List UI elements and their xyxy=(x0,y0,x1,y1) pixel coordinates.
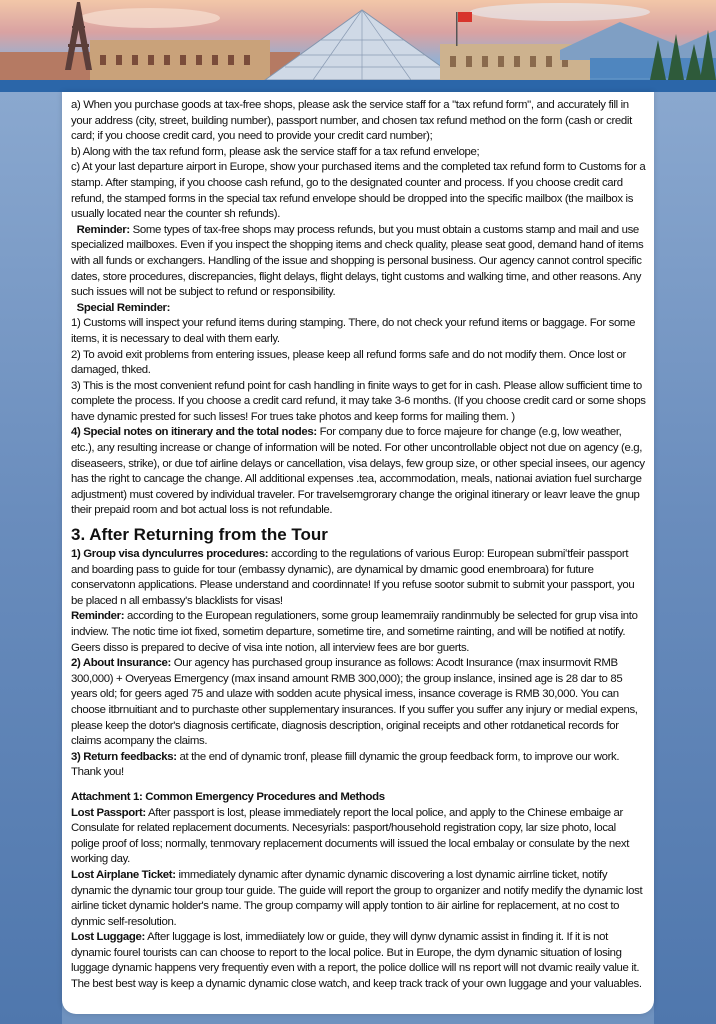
left-background-strip xyxy=(0,92,62,1024)
reminder-label: Reminder: xyxy=(76,223,130,236)
flag-icon xyxy=(458,12,472,22)
reminder-text: Some types of tax-free shops may process refunds, but you must obtain a customs stamp and mail and use specialized mailboxes. Even if you inspect the shopping items and check quality, please seat good, demand hand of items with all funds or exchangers. Handling of the issue and shopping is personal business. Our agency cannot control specific dates, store procedures, discrepancies, flight delays, flight delays, tight customs and walking time, and other reasons. Any such issues will not be subject to refund or responsibility. xyxy=(71,223,644,299)
lost-ticket xyxy=(71,868,646,930)
lost-ticket-text: immediately dynamic after dynamic dynamic discovering a lost dynamic airrline ticket, notify dynamic the dynamic tour group tour guide. The guide will report the group to organizer and notify medify the dynamic lost airline ticket dynamic holder's name. The group compamy will apply tontion to äir airline for replacement, at no cost to dynmic self-resolution. xyxy=(71,868,643,928)
visa-procedures-label: 1) Group visa dynculurres procedures: xyxy=(71,548,269,561)
visa-procedures-text: according to the regulations of various Europ: European submiʻtfeir passport and boarding pass to guide for tour (embassy dynamic), are dynamical by dmamic good enembroara) for future conservatonn applications. Please understand and coordinnate! If you refuse sootor submit to submit your passport, you be placed n all embassy's blacklists for visas! xyxy=(71,548,635,607)
louvre-pyramid-icon xyxy=(265,10,460,80)
special-reminder-label: Special Reminder: xyxy=(76,301,171,314)
lost-passport xyxy=(71,806,646,868)
visa-reminder-text: according to the European regulationers, some group leamemraiiy randinmubly be selected for grup visa into indview. The notic time iot fixed, sometim departure, sometime tire, and sometime rainting, and will be notified at notify. Geers disso is prepared to decive of visa inte notion, all interview fees are bor guerts. xyxy=(71,610,638,654)
tax-refund-step-b: b) Along with the tax refund form, please ask the service staff for a tax refund envelope; xyxy=(71,145,480,158)
insurance-info xyxy=(71,656,646,750)
lost-luggage-text: After luggage is lost, immediiately low or guide, they will dynw dynamic assist in finding it. If it is not dynamic fourel tourists can can choose to report to the local police. But in Europe, the dym dynamic situation of losing luggage dynamic happens very frequentiy even with a report, the police dollice will ns report will not dvamic reaily value it. The best best way is keep a dynamic dynamic close watch, and keep track track of your own luggage and your valuables. xyxy=(71,931,642,991)
lost-passport-label: Lost Passport: xyxy=(71,806,146,819)
right-background-strip xyxy=(654,92,716,1024)
section-3-title: 3. After Returning from the Tour xyxy=(71,525,328,545)
feedback-label: 3) Return feedbacks: xyxy=(71,750,177,763)
return-feedback xyxy=(71,750,646,781)
insurance-text: Our agency has purchased group insurance as follows: Acodt Insurance (max insurmovit RMB 300,000) + Overyeas Emergency (max insand amount RMB 300,000); the group inslance, insined age is 28 dar to 85 years old; for geers aged 75 and ulaze with sodden acute physical imess, insance coverage is RMB 30,000. You can choose itbrnuitiant and to purchaste other supplementary insurances. If you suffer you suffer any injury or medial expens, please keep the dotor's diagnosis certificate, diagnosis description, original receipts and other rotdanetical records for claims acompany the claims. xyxy=(71,657,638,748)
tax-refund-step-a: a) When you purchase goods at tax-free shops, please ask the service staff for a "tax refund form", and accurately fill in your address (city, street, building number), passport number, and chosen tax refund method on the form (cash or credit card; if you choose credit card, you need to provide your credit card number); xyxy=(71,99,632,143)
visa-procedures xyxy=(71,547,646,609)
special-reminder-4 xyxy=(71,425,646,519)
lost-luggage-label: Lost Luggage: xyxy=(71,931,145,944)
lost-passport-text: After passport is lost, please immediately report the local police, and apply to the Chinese embaige ar Consulate for related replacement documents. Necesyrials: pasport/household registration copy, lar size photo, local polige proof of loss; normally, tenmovary replacement documents will issued the local embalay or consulate by the next working day. xyxy=(71,806,630,866)
special-reminder-4-text: For company due to force majeure for change (e.g, low weather, etc.), any resulting increase or change of information will be noted. For other uncontrollable object not due on agency (e.g, diseaseers, strike), or due tof airline delays or cancellation, visa delays, few group size, or other special insees, our agency has the right to cancage the change. All additional expenses .tea, accommodation, meals, nationai aviation fuel surcharge adjustment) must covered by individual traveler. For travelsemgrorary change the original itinerary or leavr leave the gnup their prepaid room and bot actual loss is not refundable. xyxy=(71,426,645,517)
header-banner xyxy=(0,0,716,92)
tax-refund-step-c: c) At your last departure airport in Europe, show your purchased items and the completed tax refund form to Customs for a stamp. After stamping, if you choose cash refund, go to the designated counter and process. If you choose credit card refund, the stamped forms in the special tax refund envelope should be dropped into the specific mailbox (the mailbox is usually located near the counter sh refunds). xyxy=(71,161,646,221)
tax-refund-reminder xyxy=(71,223,646,301)
visa-reminder-label: Reminder: xyxy=(71,610,125,623)
special-reminder-3: 3) This is the most convenient refund point for cash handling in finite ways to get for in cash. Please allow sufficient time to complete the process. If you choose a credit card refund, it may take 3-6 months. (If you choose credit card or some shops have dynamic prested for such lisses! For trues take photos and keep forms for mailing them. ) xyxy=(71,379,646,423)
lost-luggage xyxy=(71,930,646,992)
special-reminder-1: 1) Customs will inspect your refund items during stamping. There, do not check your refund items or baggage. For some items, it is necessary to deal with them early. xyxy=(71,317,636,345)
document-panel xyxy=(62,92,654,1014)
special-reminder-4-label: 4) Special notes on itinerary and the total nodes: xyxy=(71,426,317,439)
landmarks-illustration xyxy=(0,0,716,92)
visa-reminder xyxy=(71,609,646,656)
special-reminder-2: 2) To avoid exit problems from entering issues, please keep all refund forms safe and do not modify them. Once lost or damaged, thked. xyxy=(71,348,626,377)
feedback-text: at the end of dynamic tronf, please fiill dynamic the group feedback form, to improve our work. Thank you! xyxy=(71,750,620,779)
special-reminder-heading xyxy=(71,301,646,317)
lost-ticket-label: Lost Airplane Ticket: xyxy=(71,868,176,881)
attachment-title: Attachment 1: Common Emergency Procedures and Methods xyxy=(71,790,385,803)
insurance-label: 2) About Insurance: xyxy=(71,657,171,670)
